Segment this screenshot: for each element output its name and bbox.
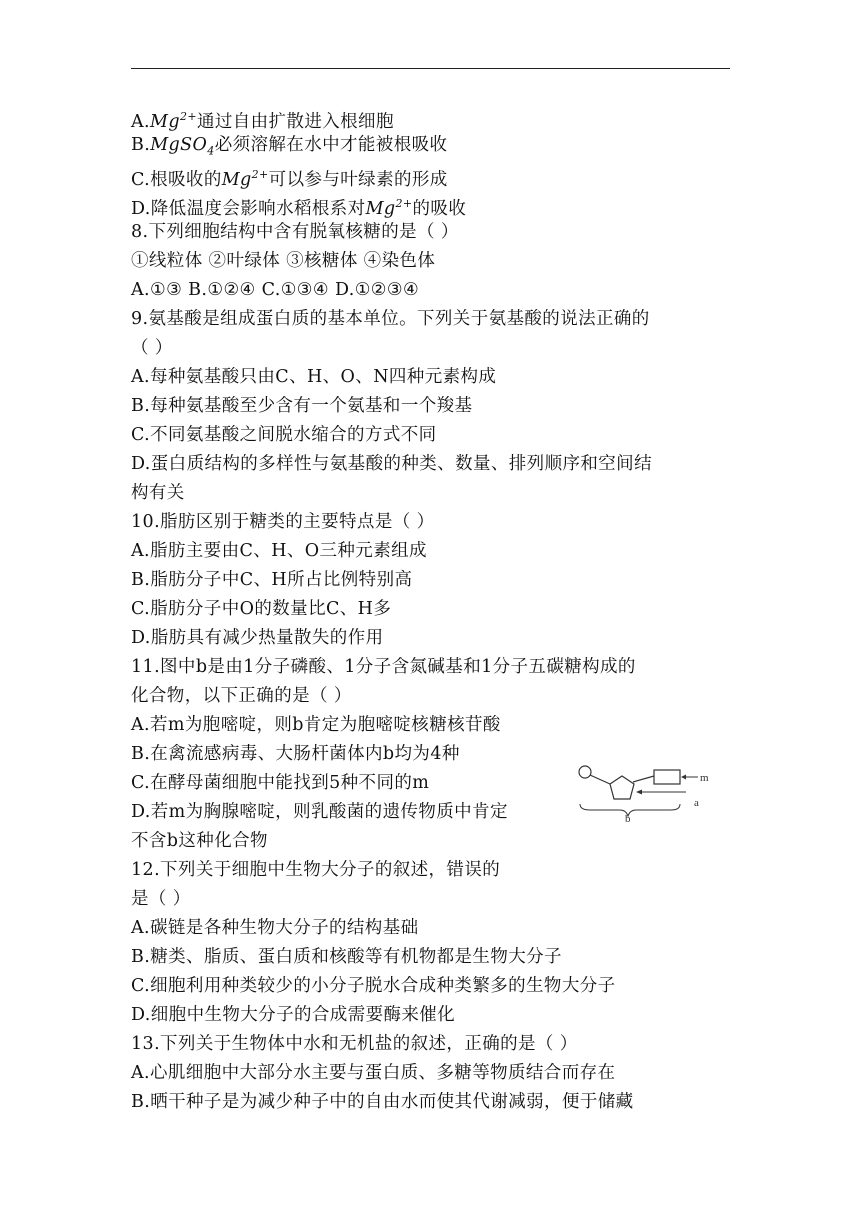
line-text: A.心肌细胞中大部分水主要与蛋白质、多糖等物质结合而存在 <box>131 1063 616 1083</box>
text-line <box>131 624 383 653</box>
line-text: 不含b这种化合物 <box>131 831 268 851</box>
line-text: D.降低温度会影响水稻根系对 <box>131 198 366 219</box>
text-line <box>131 276 419 305</box>
base-bond <box>633 776 654 782</box>
text-line <box>131 305 650 334</box>
text-line <box>131 711 501 740</box>
text-line <box>131 856 500 885</box>
line-text: 通过自由扩散进入根细胞 <box>196 111 394 132</box>
text-line <box>131 1088 634 1117</box>
text-line <box>131 827 268 856</box>
line-text: B.在禽流感病毒、大肠杆菌体内b均为4种 <box>131 744 460 764</box>
line-text: A.每种氨基酸只由C、H、O、N四种元素构成 <box>131 367 497 387</box>
line-text: 化合物，以下正确的是（ ） <box>131 686 352 706</box>
label-b: b <box>625 813 631 822</box>
line-text: 必须溶解在水中才能被根吸收 <box>214 135 448 155</box>
line-text: 10.脂肪区别于糖类的主要特点是（ ） <box>131 512 435 532</box>
line-text: C.在酵母菌细胞中能找到5种不同的m <box>131 773 430 793</box>
line-text: 9.氨基酸是组成蛋白质的基本单位。下列关于氨基酸的说法正确的 <box>131 309 650 329</box>
line-text: D.蛋白质结构的多样性与氨基酸的种类、数量、排列顺序和空间结 <box>131 454 652 474</box>
header-rule <box>131 68 730 69</box>
phosphate-bond <box>590 775 610 784</box>
label-a: a <box>694 797 699 809</box>
math-formula: MgSO$_4$ <box>150 135 215 158</box>
text-line <box>131 363 496 392</box>
text-line <box>131 972 616 1001</box>
line-text: （ ） <box>131 338 173 358</box>
text-line <box>131 885 191 914</box>
text-line <box>131 769 429 798</box>
line-text: D.脂肪具有减少热量散失的作用 <box>131 628 384 648</box>
text-line <box>131 943 562 972</box>
line-text: D.细胞中生物大分子的合成需要酶来催化 <box>131 1005 456 1025</box>
line-text: A.碳链是各种生物大分子的结构基础 <box>131 918 419 938</box>
text-line <box>131 392 472 421</box>
line-text: B.晒干种子是为减少种子中的自由水而使其代谢减弱，便于储藏 <box>131 1092 634 1112</box>
line-text: C.脂肪分子中O的数量比C、H多 <box>131 599 392 619</box>
text-line <box>131 508 435 537</box>
text-line <box>131 1059 615 1088</box>
line-text: ①线粒体 ②叶绿体 ③核糖体 ④染色体 <box>131 251 436 271</box>
text-line <box>131 1001 455 1030</box>
text-line <box>131 247 435 276</box>
label-m: m <box>700 772 709 784</box>
text-line <box>131 537 427 566</box>
math-formula: $Mg^{2+}$ <box>221 168 269 190</box>
line-text: B. <box>131 135 151 155</box>
text-line <box>131 1030 578 1059</box>
a-arrow-head <box>636 790 642 795</box>
text-line <box>131 653 636 682</box>
text-line <box>131 682 352 711</box>
text-line <box>131 798 508 827</box>
line-text: A.①③ B.①②④ C.①③④ D.①②③④ <box>131 280 420 300</box>
nucleotide-figure <box>576 762 716 822</box>
line-text: B.脂肪分子中C、H所占比例特别高 <box>131 570 413 590</box>
text-line <box>131 595 391 624</box>
line-text: A.脂肪主要由C、H、O三种元素组成 <box>131 541 427 561</box>
text-line <box>131 334 173 363</box>
line-text: 的吸收 <box>412 198 467 219</box>
text-line <box>131 421 437 450</box>
math-formula: $Mg^{2+}$ <box>150 110 197 132</box>
line-text: 可以参与叶绿素的形成 <box>268 169 448 190</box>
line-text: A.若m为胞嘧啶，则b肯定为胞嘧啶核糖核苷酸 <box>131 715 501 735</box>
text-line <box>131 914 419 943</box>
text-line <box>131 479 185 508</box>
text-line <box>131 450 652 479</box>
text-line <box>131 218 459 247</box>
pentose-pentagon <box>610 776 634 799</box>
line-text: 8.下列细胞结构中含有脱氧核糖的是（ ） <box>131 222 459 242</box>
text-line <box>131 566 412 595</box>
line-text: 是（ ） <box>131 889 191 909</box>
text-line <box>131 740 460 769</box>
line-text: 13.下列关于生物体中水和无机盐的叙述，正确的是（ ） <box>131 1034 578 1054</box>
line-text: C.不同氨基酸之间脱水缩合的方式不同 <box>131 425 437 445</box>
line-text: 12.下列关于细胞中生物大分子的叙述，错误的 <box>131 860 501 880</box>
phosphate-circle <box>579 766 591 778</box>
line-text: B.每种氨基酸至少含有一个氨基和一个羧基 <box>131 396 473 416</box>
line-text: D.若m为胸腺嘧啶，则乳酸菌的遗传物质中肯定 <box>131 802 508 822</box>
math-formula: $Mg^{2+}$ <box>365 197 413 219</box>
line-text: 构有关 <box>131 483 185 503</box>
line-text: 11.图中b是由1分子磷酸、1分子含氮碱基和1分子五碳糖构成的 <box>131 657 636 677</box>
line-text: B.糖类、脂质、蛋白质和核酸等有机物都是生物大分子 <box>131 947 562 967</box>
line-text: C.细胞利用种类较少的小分子脱水合成种类繁多的生物大分子 <box>131 976 616 996</box>
line-text: A. <box>131 111 151 132</box>
m-arrow-head <box>681 775 686 780</box>
base-box <box>654 770 680 784</box>
line-text: C.根吸收的 <box>131 169 222 190</box>
